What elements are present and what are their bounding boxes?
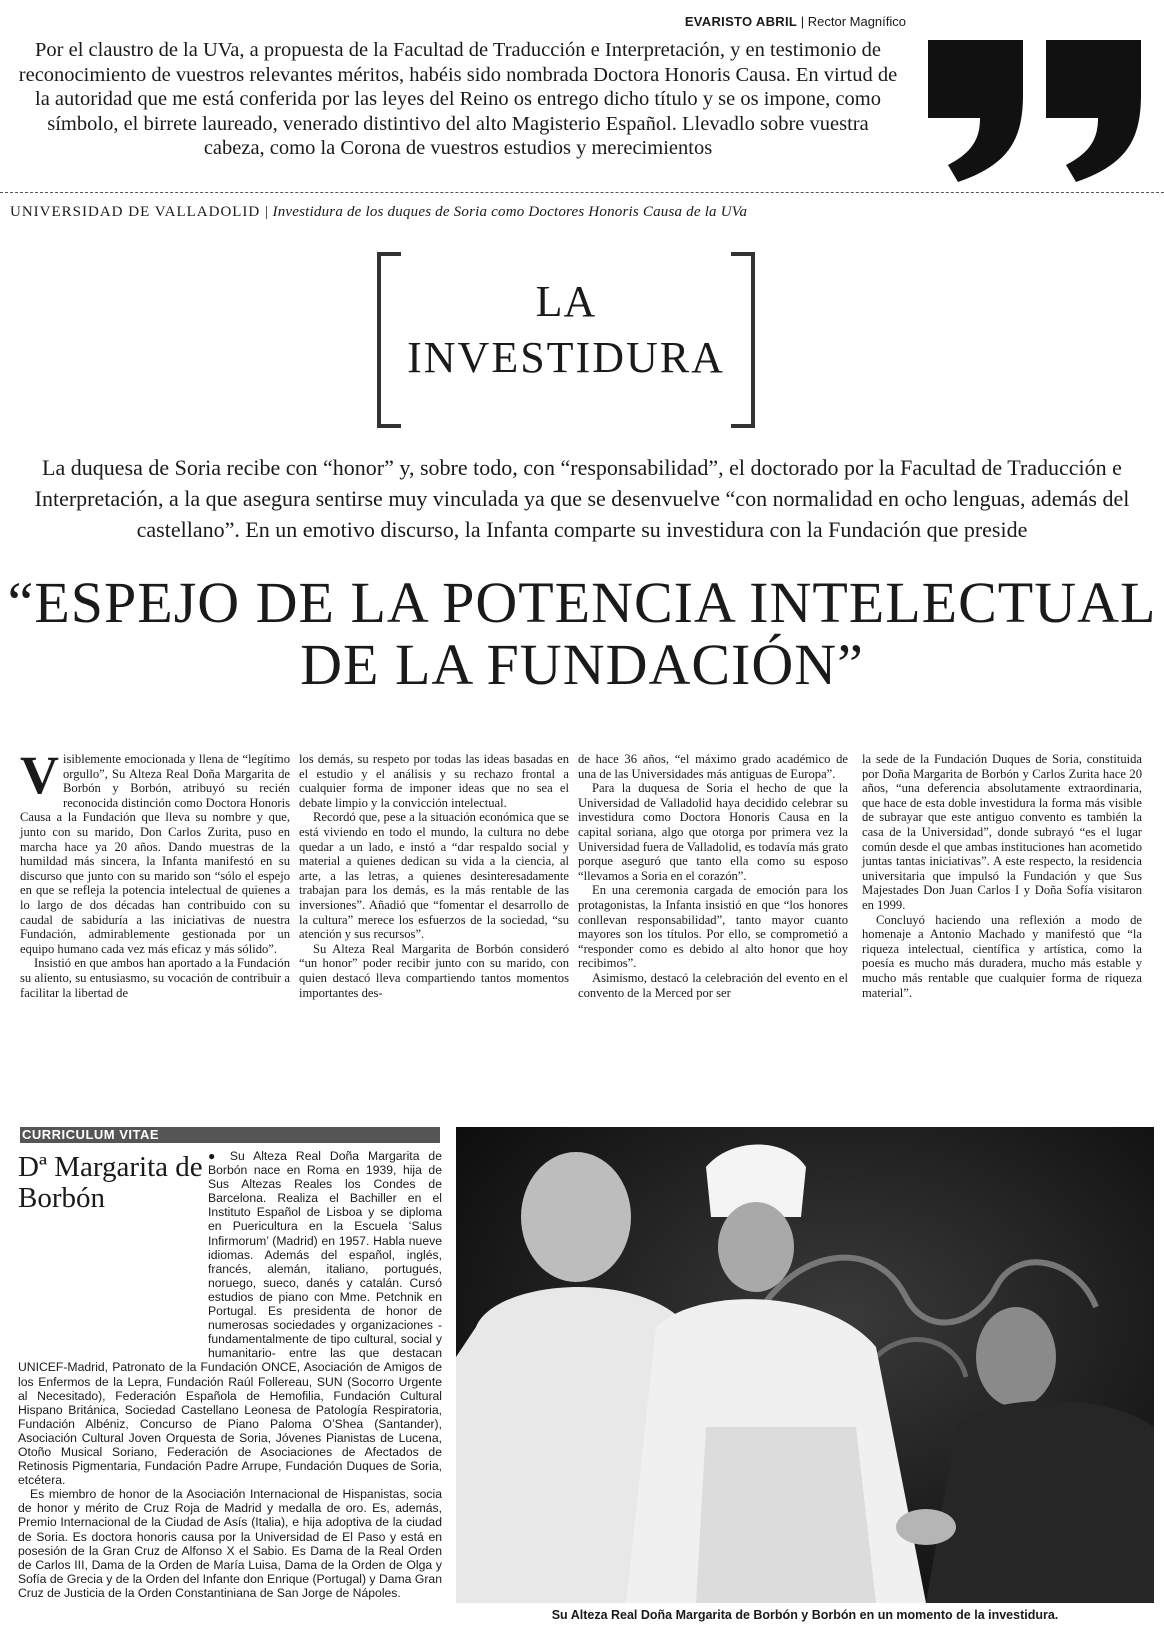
cv-body <box>18 1149 442 1600</box>
body-column-3 <box>578 752 848 1000</box>
kicker-line-2: INVESTIDURA <box>407 333 725 382</box>
body-paragraph: la sede de la Fundación Duques de Soria, constituida por Doña Margarita de Borbón y Carlos Zurita hace 20 años, “una deferencia absolutamente extraordinaria, que hace de esta doble investidura la forma más visible de subrayar que este antiguo convento es también la casa de la Universidad”, donde subrayó “es el lugar común desde el que ambas instituciones han acometido juntas tantas iniciativas”. A este respecto, la residencia universitaria que impulsó la Fundación y que Sus Majestades Don Juan Carlos I y Doña Sofía visitaron en 1999. <box>862 752 1142 912</box>
body-column-4 <box>862 752 1142 1000</box>
body-paragraph: Recordó que, pese a la situación económica que se está viviendo en todo el mundo, la cultura no debe quedar a un lado, e instó a “dar respaldo social y material a quienes dedican su vida a la ciencia, al arte, a las letras, a quienes desinteresadamente trabajan para los demás, es la más rentable de las inversiones”. Añadió que “fomentar el desarrollo de la cultura” merece los esfuerzos de la sociedad, “su atención y sus recursos”. <box>299 810 569 942</box>
kicker-line-1: LA <box>535 277 597 326</box>
paragraph-text: isiblemente emocionada y llena de “legítimo orgullo”, Su Alteza Real Doña Margarita de Borbón y Borbón, atribuyó su recién reconocida distinción como Doctora Honoris Causa a la Fundación que lleva su nombre y que, junto con su marido, Don Carlos Zurita, puso en marcha hace ya 20 años. Dando muestras de la humildad más sincera, la Infanta manifestó en su discurso que junto con su marido son “sólo el espejo en que se refleja la potencia intelectual de quienes a lo largo de dos décadas han contribuido con su caudal de sabiduría a las iniciativas de nuestra Fundación, admirablemente gestionada por un equipo humano cada vez más eficaz y más sólido”. <box>20 752 290 956</box>
body-paragraph: Asimismo, destacó la celebración del evento en el convento de la Merced por ser <box>578 970 848 1000</box>
byline-name: EVARISTO ABRIL <box>684 14 798 29</box>
photo-caption: Su Alteza Real Doña Margarita de Borbón y Borbón en un momento de la investidura. <box>551 1608 1059 1622</box>
cv-name-spacer <box>18 1149 208 1355</box>
top-divider <box>0 192 1164 193</box>
cv-name: Dª Margarita de Borbón <box>18 1151 203 1214</box>
body-column-1 <box>20 745 290 1000</box>
body-column-2 <box>299 752 569 1000</box>
section-name: UNIVERSIDAD DE VALLADOLID <box>10 204 261 220</box>
dropcap: V <box>20 745 59 805</box>
cv-paragraph: Es miembro de honor de la Asociación Internacional de Hispanistas, socia de honor y mérito de Cruz Roja de Madrid y medalla de oro. Es, además, Premio Internacional de la Ciudad de Asís (Italia), e hija adoptiva de la ciudad de Soria. Es doctora honoris causa por la Universidad de El Paso y está en posesión de la Gran Cruz de Alfonso X el Sabio. Es Dama de la Real Orden de Carlos III, Dama de la Orden de María Luisa, Dama de la Orden de Olga y Sofía de Grecia y de la Orden del Infante don Enrique (Portugal) y Dama Gran Cruz de Justicia de la Orden Constantiniana de San Jorge de Nápoles. <box>18 1487 442 1600</box>
section-header <box>10 204 747 221</box>
headline: “ESPEJO DE LA POTENCIA INTELECTUAL DE LA FUNDACIÓN” <box>7 570 1157 697</box>
body-paragraph: de hace 36 años, “el máximo grado académico de una de las Universidades más antiguas de Europa”. <box>578 752 848 781</box>
body-paragraph: los demás, su respeto por todas las ideas basadas en el estudio y el análisis y su rechazo frontal a cualquier forma de imponer ideas que no sea el debate limpio y la convicción intelectual. <box>299 752 569 810</box>
body-paragraph: Su Alteza Real Margarita de Borbón consideró “un honor” poder recibir junto con su marido, con quien destacó lleva compartiendo tantos momentos importantes des- <box>299 941 569 1000</box>
section-separator: | <box>260 204 273 220</box>
photo-illustration <box>456 1127 1154 1603</box>
byline-role: Rector Magnífico <box>807 14 906 29</box>
byline <box>685 14 906 29</box>
section-topic: Investidura de los duques de Soria como Doctores Honoris Causa de la UVa <box>272 204 748 220</box>
deck: La duquesa de Soria recibe con “honor” y, sobre todo, con “responsabilidad”, el doctorado por la Facultad de Traducción e Interpretación, a la que asegura sentirse muy vinculada ya que se desenvuelve “con normalidad en ocho lenguas, además del castellano”. En un emotivo discurso, la Infanta comparte su investidura con la Fundación que preside <box>34 455 1130 542</box>
body-paragraph: Concluyó haciendo una reflexión a modo de homenaje a Antonio Machado y manifestó que “la riqueza intelectual, científica y artística, como la poesía es mucho más duradera, mucho más estable y mucho más rentable que cualquier forma de riqueza material”. <box>862 912 1142 1000</box>
cv-label: CURRICULUM VITAE <box>22 1127 160 1142</box>
body-paragraph: Para la duquesa de Soria el hecho de que la Universidad de Valladolid haya decidido celebrar su investidura como Doctora Honoris Causa en la capital soriana, algo que otorga por primera vez la Universidad fuera de Valladolid, es todavía más grato porque aseguró que tanto ella como su esposo “llevamos a Soria en el corazón”. <box>578 781 848 883</box>
cv-paragraph: ● Su Alteza Real Doña Margarita de Borbón nace en Roma en 1939, hija de Sus Altezas Reales los Condes de Barcelona. Realiza el Bachiller en el Instituto Español de Lisboa y se diploma en Puericultura en la Escuela ‘Salus Infirmorum’ (Madrid) en 1957. Habla nueve idiomas. Además del español, inglés, francés, alemán, italiano, portugués, noruego, sueco, danés y catalán. Cursó estudios de piano con Mme. Petchnik en Portugal. Es presidenta de honor de numerosas sociedades y organizaciones -fundamentalmente de tipo cultural, social y humanitario- entre las que destacan UNICEF-Madrid, Patronato de la Fundación ONCE, Asociación de Amigos de los Enfermos de la Lepra, Fundación Raúl Follereau, SUN (Socorro Urgente al Necesitado), Federación Española de Hemofilia, Fundación Cultural Hispano Británica, Sociedad Castellano Leonesa de Patología Respiratoria, Fundación Albéniz, Concurso de Piano Paloma O’Shea (Santander), Asociación Cultural Joven Orquesta de Soria, Jóvenes Pianistas de Lucena, Otoño Musical Soriano, Federación de Asociaciones de Afectados de Retinosis Pigmentaria, Fundación Padre Arrupe, Fundación Duques de Soria, etcétera. <box>18 1149 442 1488</box>
body-paragraph <box>20 745 290 956</box>
pull-quote: Por el claustro de la UVa, a propuesta de la Facultad de Traducción e Interpretación, y en testimonio de reconocimiento de vuestros relevantes méritos, habéis sido nombrada Doctora Honoris Causa. En virtud de la autoridad que me está conferida por las leyes del Reino os entrego dicho título y se os impone, como símbolo, el birrete laureado, venerado distintivo del alto Magisterio Español. Llevadlo sobre vuestra cabeza, como la Corona de vuestros estudios y merecimientos <box>18 39 898 159</box>
body-paragraph: En una ceremonia cargada de emoción para los protagonistas, la Infanta insistió en que “los honores conllevan responsabilidad”, tanto mayor cuanto mayores son los títulos. Por ello, se comprometió a “responder como es debido al alto honor que hoy recibimos”. <box>578 883 848 971</box>
body-paragraph: Insistió en que ambos han aportado a la Fundación su aliento, su entusiasmo, su vocación de contribuir a facilitar la libertad de <box>20 956 290 1000</box>
investiture-photo <box>456 1127 1154 1603</box>
kicker-box <box>377 252 755 422</box>
closing-quote-marks-icon <box>918 0 1158 190</box>
byline-separator: | <box>797 14 808 29</box>
